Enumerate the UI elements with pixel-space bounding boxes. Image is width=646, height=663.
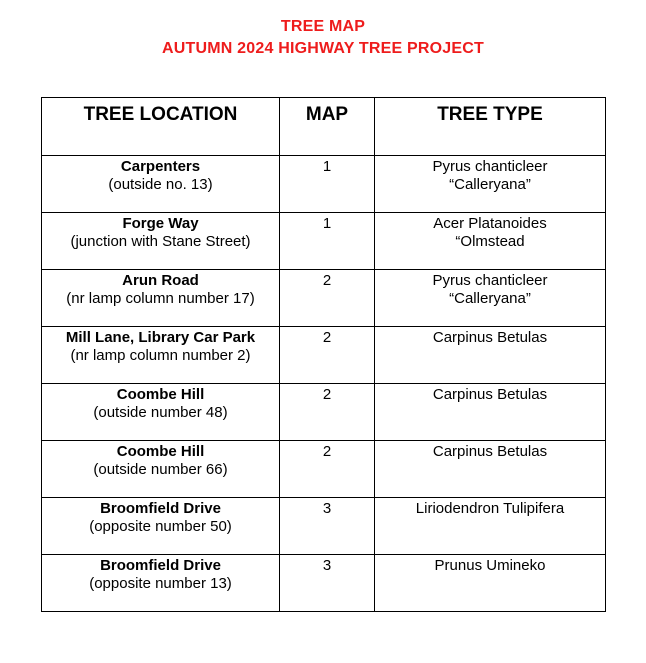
tree-type-line: “Calleryana” xyxy=(449,176,531,193)
tree-type-cell xyxy=(375,498,606,555)
table-row xyxy=(42,555,606,612)
tree-type-line: Liriodendron Tulipifera xyxy=(415,500,565,517)
location-name: Broomfield Drive xyxy=(100,500,221,517)
location-name: Coombe Hill xyxy=(116,386,205,403)
location-name: Mill Lane, Library Car Park xyxy=(65,329,256,346)
tree-type-line: Carpinus Betulas xyxy=(432,443,548,460)
location-cell xyxy=(42,156,280,213)
location-name: Forge Way xyxy=(122,215,199,232)
table-body xyxy=(42,156,606,612)
location-cell xyxy=(42,384,280,441)
table-row xyxy=(42,498,606,555)
table-row xyxy=(42,156,606,213)
location-detail: (outside number 66) xyxy=(93,461,228,478)
location-detail: (opposite number 13) xyxy=(89,575,232,592)
location-detail: (nr lamp column number 2) xyxy=(70,347,251,364)
location-cell xyxy=(42,498,280,555)
map-number-cell: 2 xyxy=(280,441,375,498)
tree-type-line: “Olmstead xyxy=(455,233,525,250)
location-cell xyxy=(42,213,280,270)
location-name: Broomfield Drive xyxy=(100,557,221,574)
tree-type-line: Prunus Umineko xyxy=(434,557,546,574)
location-cell xyxy=(42,270,280,327)
tree-type-line: Acer Platanoides xyxy=(433,215,547,232)
column-header-location: TREE LOCATION xyxy=(42,98,280,156)
map-number-cell: 2 xyxy=(280,327,375,384)
column-header-tree-type: TREE TYPE xyxy=(375,98,606,156)
location-name: Carpenters xyxy=(120,158,201,175)
map-number-cell: 2 xyxy=(280,270,375,327)
location-cell xyxy=(42,441,280,498)
map-number-cell: 1 xyxy=(280,156,375,213)
tree-type-cell xyxy=(375,156,606,213)
table-row xyxy=(42,384,606,441)
table-row xyxy=(42,441,606,498)
tree-type-cell xyxy=(375,441,606,498)
tree-type-line: “Calleryana” xyxy=(449,290,531,307)
map-number-cell: 2 xyxy=(280,384,375,441)
tree-table xyxy=(41,97,606,612)
tree-type-cell xyxy=(375,384,606,441)
page-subtitle: AUTUMN 2024 HIGHWAY TREE PROJECT xyxy=(161,40,485,57)
tree-type-cell xyxy=(375,327,606,384)
column-header-map: MAP xyxy=(280,98,375,156)
location-cell xyxy=(42,327,280,384)
tree-type-line: Pyrus chanticleer xyxy=(432,272,548,289)
map-number-cell: 3 xyxy=(280,555,375,612)
location-detail: (opposite number 50) xyxy=(89,518,232,535)
page-title: TREE MAP xyxy=(280,18,366,35)
location-detail: (junction with Stane Street) xyxy=(70,233,251,250)
tree-type-cell xyxy=(375,270,606,327)
location-name: Arun Road xyxy=(122,272,199,289)
table-row xyxy=(42,327,606,384)
table-row xyxy=(42,270,606,327)
table-header-row xyxy=(42,98,606,156)
tree-type-line: Pyrus chanticleer xyxy=(432,158,548,175)
location-detail: (outside number 48) xyxy=(93,404,228,421)
tree-type-line: Carpinus Betulas xyxy=(432,329,548,346)
tree-type-cell xyxy=(375,555,606,612)
location-cell xyxy=(42,555,280,612)
tree-type-line: Carpinus Betulas xyxy=(432,386,548,403)
tree-type-cell xyxy=(375,213,606,270)
location-detail: (outside no. 13) xyxy=(108,176,213,193)
table-row xyxy=(42,213,606,270)
map-number-cell: 3 xyxy=(280,498,375,555)
map-number-cell: 1 xyxy=(280,213,375,270)
location-detail: (nr lamp column number 17) xyxy=(66,290,255,307)
location-name: Coombe Hill xyxy=(116,443,205,460)
